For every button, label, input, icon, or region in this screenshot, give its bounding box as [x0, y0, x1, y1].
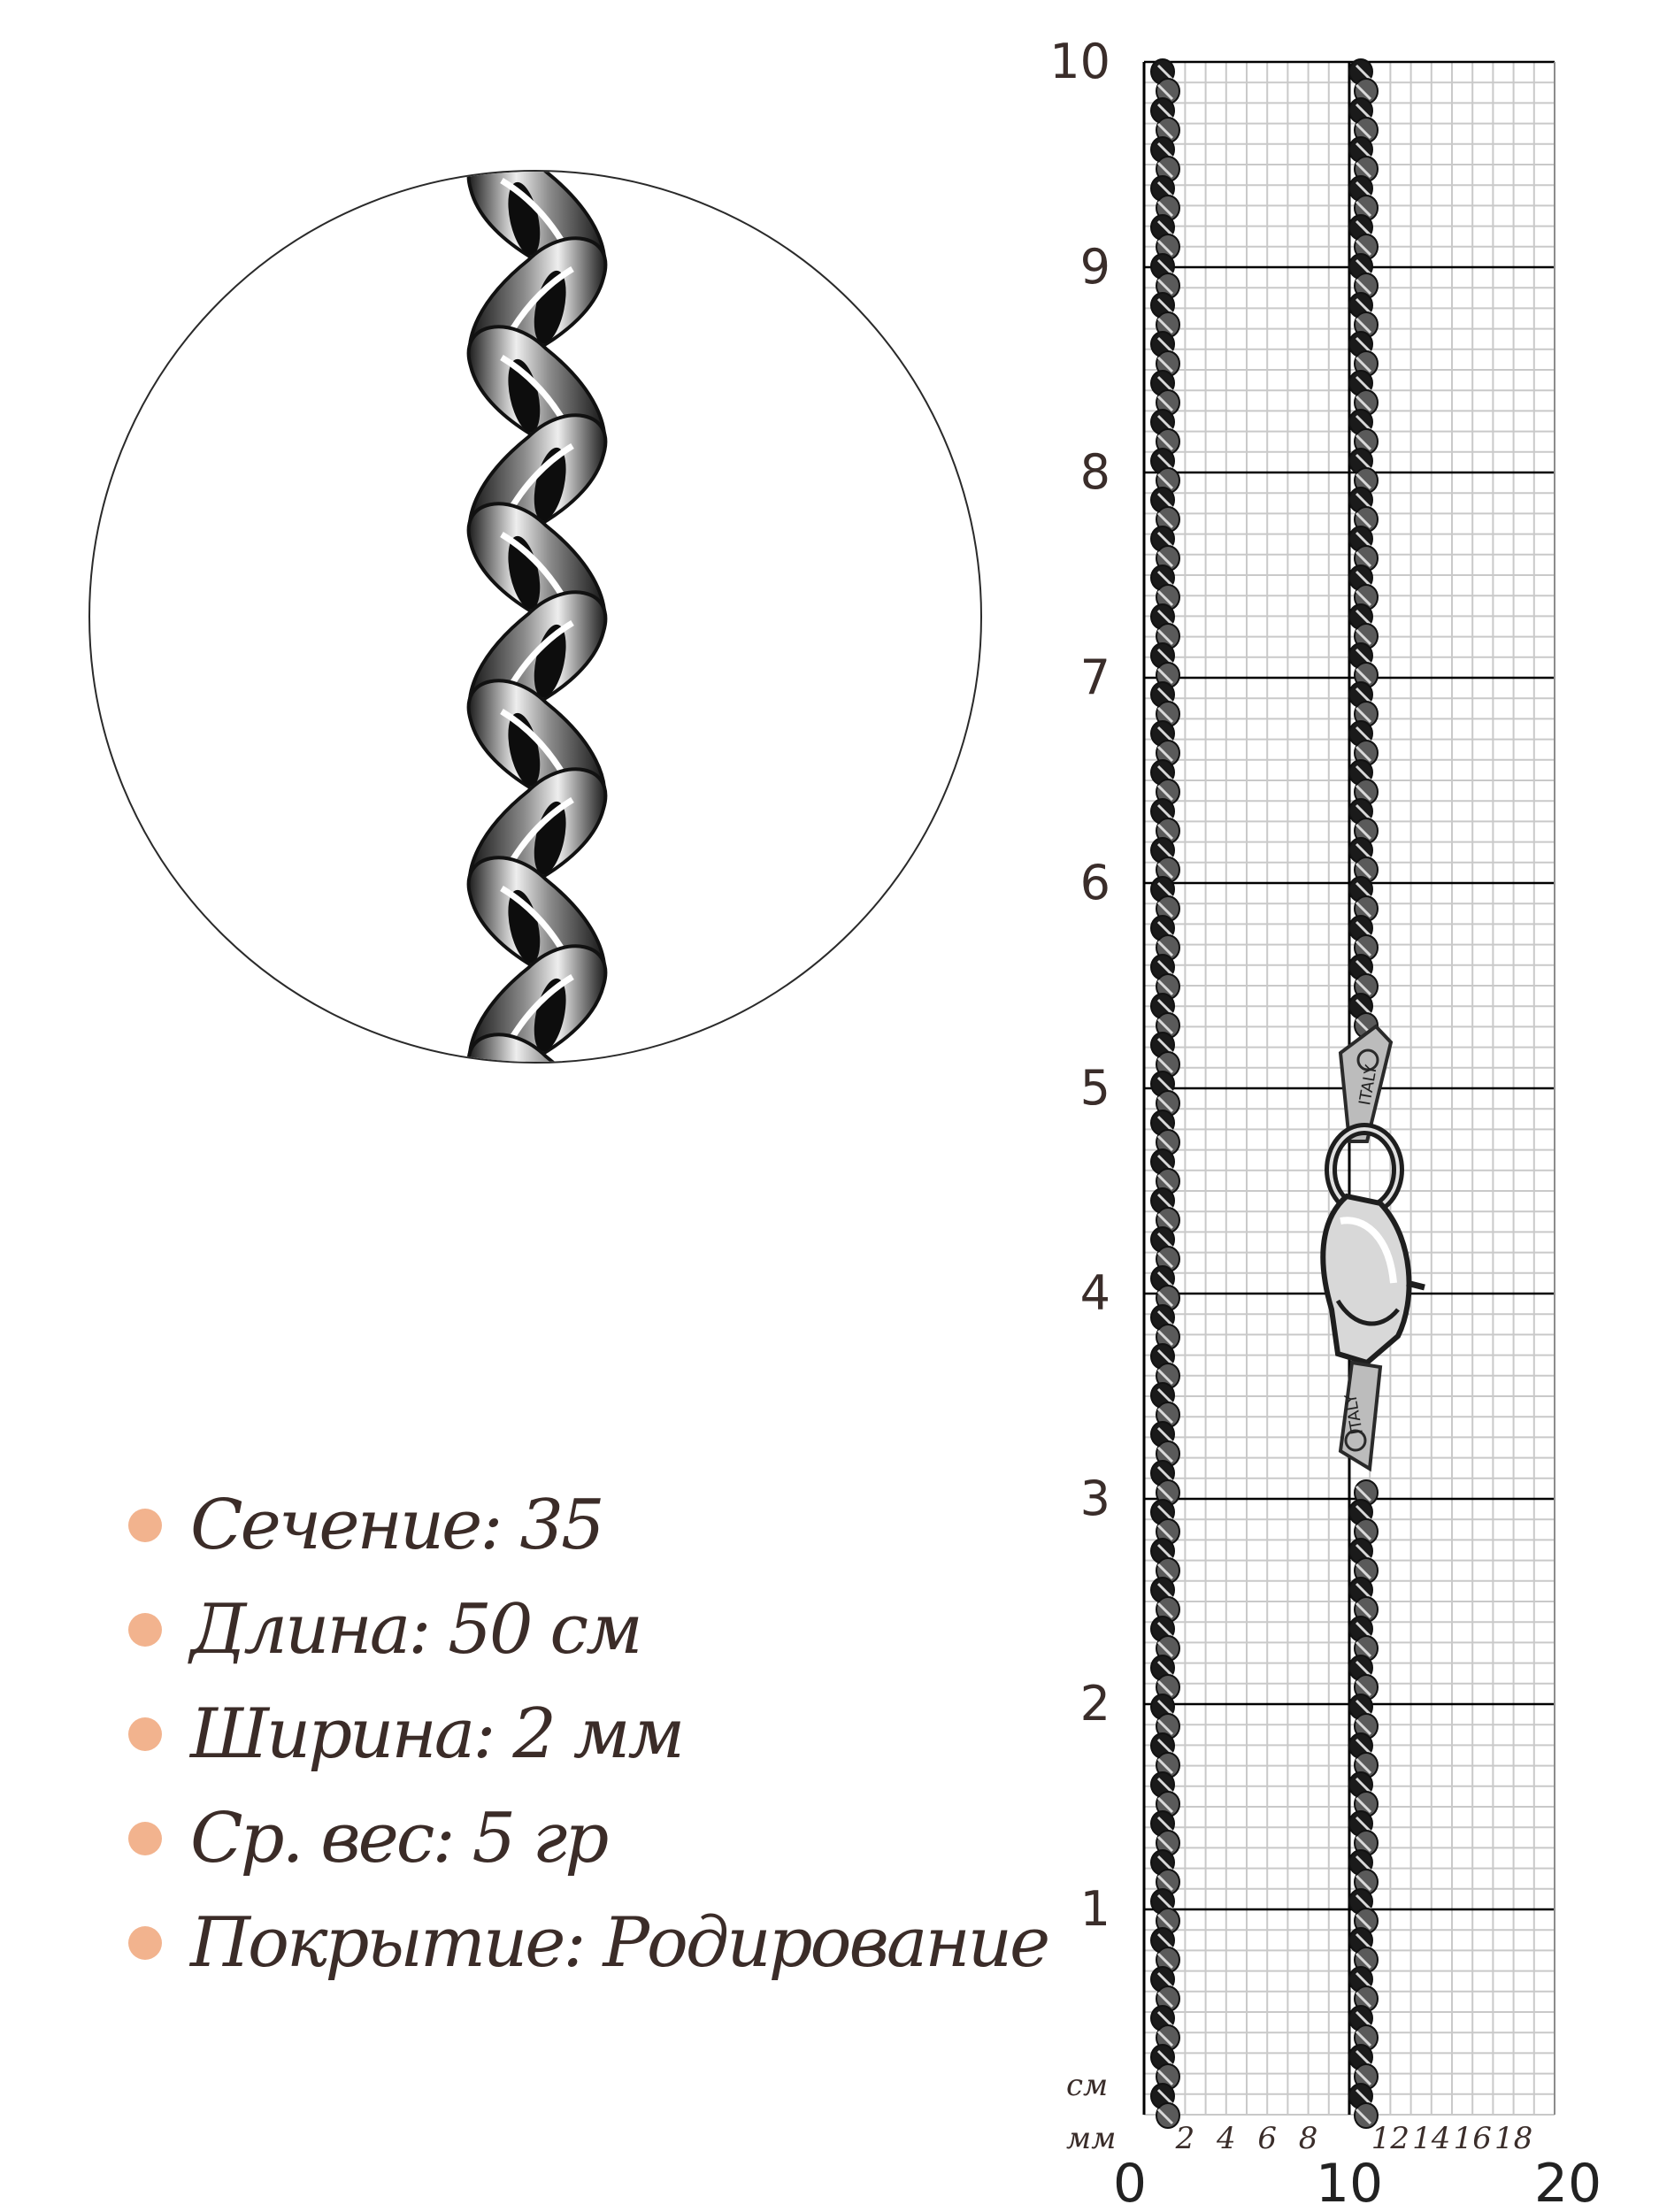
spec-width — [128, 1682, 969, 1786]
mm-tick-label: 16 — [1453, 2121, 1492, 2156]
mm-major-tick-label: 20 — [1533, 2153, 1602, 2212]
product-specs-list — [128, 1473, 1048, 1995]
lobster-clasp — [1323, 1026, 1425, 1469]
mm-unit-label: мм — [1066, 2121, 1117, 2156]
spec-section — [128, 1473, 969, 1578]
mm-major-tick-label: 10 — [1315, 2153, 1384, 2212]
spec-coating — [128, 1891, 1048, 1995]
cm-tick-label: 7 — [1079, 649, 1110, 705]
bullet-dot-icon — [128, 1509, 162, 1542]
mm-tick-label: 4 — [1216, 2121, 1236, 2156]
bullet-dot-icon — [128, 1613, 162, 1647]
spec-section-text: Сечение: 35 — [190, 1486, 603, 1565]
mm-tick-label: 12 — [1371, 2121, 1410, 2156]
clasp-stamp-bottom: ITALY — [1341, 1392, 1367, 1436]
cm-tick-label: 10 — [1049, 34, 1110, 89]
cm-tick-label: 1 — [1079, 1881, 1110, 1937]
cm-tick-label: 9 — [1079, 239, 1110, 295]
cm-tick-label: 3 — [1079, 1471, 1110, 1526]
mm-tick-label: 6 — [1257, 2121, 1278, 2156]
cm-unit-label: см — [1066, 2068, 1109, 2103]
bullet-dot-icon — [128, 1926, 162, 1960]
cm-tick-label: 6 — [1079, 855, 1110, 910]
spec-length-text: Длина: 50 см — [190, 1590, 641, 1670]
cm-tick-label: 5 — [1079, 1060, 1110, 1116]
spec-width-text: Ширина: 2 мм — [190, 1694, 683, 1774]
cm-tick-label: 8 — [1079, 444, 1110, 500]
mm-major-tick-label: 0 — [1112, 2153, 1148, 2212]
mm-tick-label: 14 — [1412, 2121, 1451, 2156]
clasp-stamp-top: ITALY — [1356, 1064, 1381, 1107]
mm-tick-label: 2 — [1175, 2121, 1195, 2156]
mm-tick-label: 18 — [1494, 2121, 1533, 2156]
mm-tick-label: 8 — [1298, 2121, 1318, 2156]
bullet-dot-icon — [128, 1822, 162, 1855]
spec-weight — [128, 1786, 969, 1891]
cm-tick-label: 2 — [1079, 1676, 1110, 1732]
cm-tick-label: 4 — [1079, 1265, 1110, 1321]
spec-coating-text: Покрытие: Родирование — [190, 1903, 1048, 1983]
spec-weight-text: Ср. вес: 5 гр — [190, 1799, 607, 1878]
spec-length — [128, 1578, 969, 1682]
bullet-dot-icon — [128, 1717, 162, 1751]
